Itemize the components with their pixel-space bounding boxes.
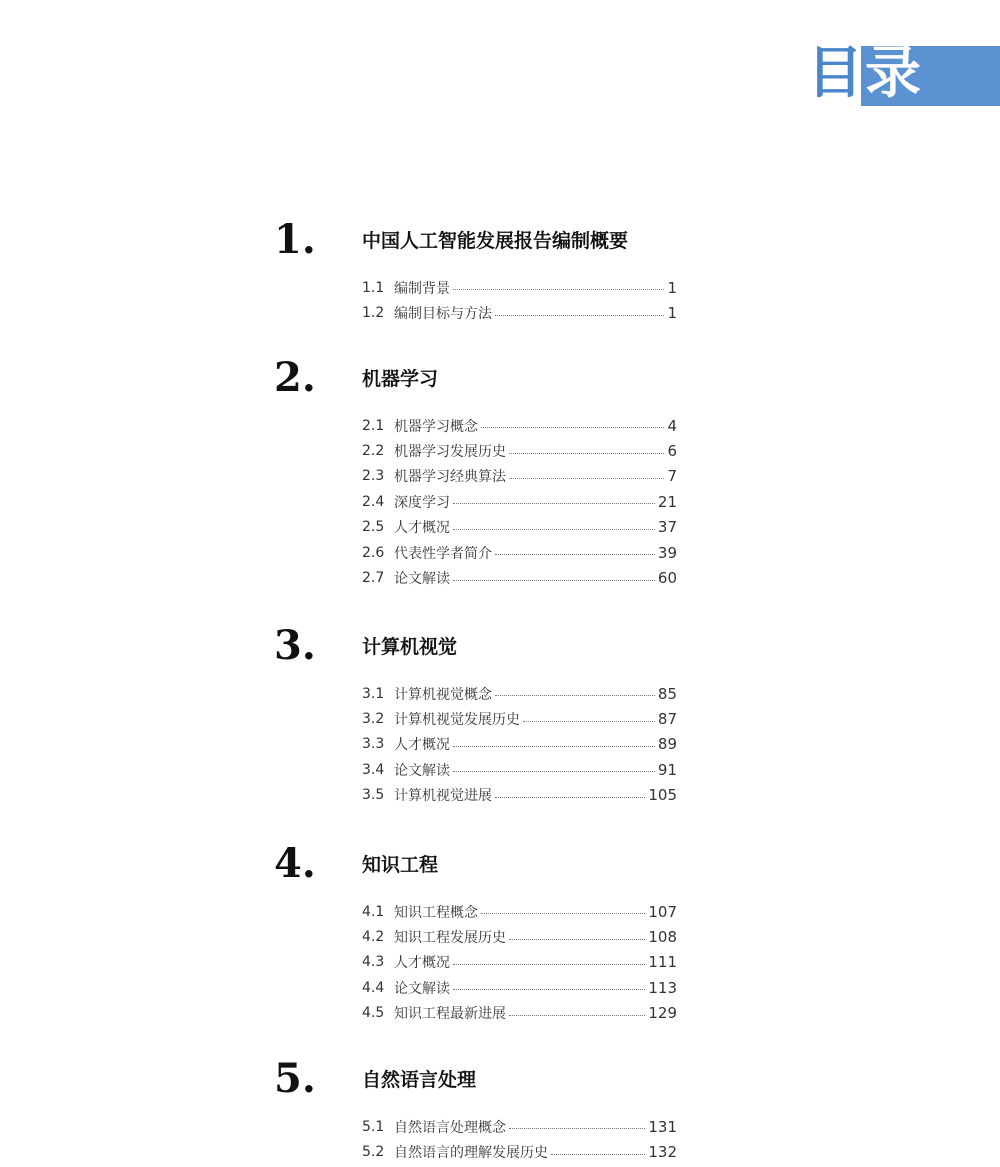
chapter-entry-list <box>362 899 677 1026</box>
toc-entry[interactable] <box>362 413 677 438</box>
dot-leader <box>551 1154 645 1155</box>
entry-number: 4.4 <box>362 979 385 996</box>
entry-page-number: 87 <box>657 710 677 729</box>
entry-number: 2.4 <box>362 493 385 510</box>
dot-leader <box>495 554 655 555</box>
dot-leader <box>453 964 645 965</box>
toc-entry[interactable] <box>362 300 677 325</box>
entry-label: 计算机视觉进展 <box>394 788 492 805</box>
dot-leader <box>453 529 655 530</box>
entry-label: 论文解读 <box>394 762 450 779</box>
toc-entry[interactable] <box>362 540 677 565</box>
entry-page-number: 113 <box>648 978 677 997</box>
toc-entry[interactable] <box>362 464 677 489</box>
entry-number: 4.1 <box>362 903 385 920</box>
entry-label: 计算机视觉发展历史 <box>394 712 520 729</box>
entry-label: 编制目标与方法 <box>394 306 492 323</box>
entry-page-number: 132 <box>648 1143 677 1162</box>
chapter-title[interactable]: 知识工程 <box>362 854 439 876</box>
entry-number: 3.2 <box>362 711 385 728</box>
chapter-number: 1. <box>274 216 316 263</box>
toc-entry[interactable] <box>362 565 677 590</box>
entry-label: 计算机视觉概念 <box>394 686 492 703</box>
chapter-number: 5. <box>274 1055 316 1102</box>
toc-header-banner <box>807 41 1000 106</box>
dot-leader <box>509 1015 645 1016</box>
dot-leader <box>495 315 664 316</box>
chapter-title[interactable]: 中国人工智能发展报告编制概要 <box>362 230 629 252</box>
entry-page-number: 4 <box>667 416 677 435</box>
dot-leader <box>509 1128 645 1129</box>
entry-label: 代表性学者简介 <box>394 545 492 562</box>
entry-number: 3.5 <box>362 787 385 804</box>
entry-number: 2.5 <box>362 519 385 536</box>
toc-entry[interactable] <box>362 732 677 757</box>
entry-label: 人才概况 <box>394 520 450 537</box>
entry-label: 深度学习 <box>394 494 450 511</box>
entry-label: 知识工程最新进展 <box>394 1006 506 1023</box>
entry-page-number: 85 <box>657 684 677 703</box>
dot-leader <box>453 746 655 747</box>
entry-page-number: 1 <box>667 278 677 297</box>
entry-label: 自然语言的理解发展历史 <box>394 1145 548 1162</box>
entry-number: 3.1 <box>362 685 385 702</box>
toc-title-part1: 目 <box>807 41 865 106</box>
entry-page-number: 105 <box>648 786 677 805</box>
entry-label: 论文解读 <box>394 980 450 997</box>
dot-leader <box>523 721 655 722</box>
toc-entry[interactable] <box>362 950 677 975</box>
entry-label: 人才概况 <box>394 737 450 754</box>
entry-page-number: 21 <box>657 492 677 511</box>
entry-page-number: 37 <box>657 518 677 537</box>
toc-entry[interactable] <box>362 899 677 924</box>
chapter-entry-list <box>362 1114 677 1165</box>
chapter-title[interactable]: 机器学习 <box>362 368 439 390</box>
entry-page-number: 6 <box>667 442 677 461</box>
dot-leader <box>495 797 645 798</box>
toc-entry[interactable] <box>362 757 677 782</box>
toc-entry[interactable] <box>362 515 677 540</box>
toc-entry[interactable] <box>362 706 677 731</box>
chapter-number: 4. <box>274 840 316 887</box>
toc-title-part2: 录 <box>865 41 923 106</box>
entry-page-number: 7 <box>667 467 677 486</box>
toc-entry[interactable] <box>362 681 677 706</box>
entry-label: 机器学习概念 <box>394 418 478 435</box>
entry-label: 知识工程发展历史 <box>394 930 506 947</box>
dot-leader <box>453 503 655 504</box>
entry-number: 4.2 <box>362 929 385 946</box>
dot-leader <box>509 939 645 940</box>
toc-entry[interactable] <box>362 1139 677 1164</box>
entry-page-number: 1 <box>667 304 677 323</box>
entry-number: 4.5 <box>362 1005 385 1022</box>
entry-number: 2.7 <box>362 570 385 587</box>
entry-label: 机器学习经典算法 <box>394 469 506 486</box>
entry-number: 1.1 <box>362 279 385 296</box>
chapter-number: 2. <box>274 354 316 401</box>
entry-number: 4.3 <box>362 954 385 971</box>
entry-label: 论文解读 <box>394 571 450 588</box>
entry-number: 5.2 <box>362 1144 385 1161</box>
entry-label: 自然语言处理概念 <box>394 1119 506 1136</box>
toc-entry[interactable] <box>362 275 677 300</box>
chapter-title[interactable]: 自然语言处理 <box>362 1069 477 1091</box>
toc-entry[interactable] <box>362 975 677 1000</box>
toc-entry[interactable] <box>362 1114 677 1139</box>
entry-page-number: 89 <box>657 735 677 754</box>
entry-label: 机器学习发展历史 <box>394 444 506 461</box>
chapter-title[interactable]: 计算机视觉 <box>362 636 458 658</box>
toc-entry[interactable] <box>362 489 677 514</box>
entry-page-number: 39 <box>657 543 677 562</box>
dot-leader <box>453 771 655 772</box>
toc-title <box>807 43 923 105</box>
toc-entry[interactable] <box>362 1001 677 1026</box>
entry-number: 3.4 <box>362 761 385 778</box>
entry-number: 1.2 <box>362 305 385 322</box>
chapter-entry-list <box>362 681 677 808</box>
entry-page-number: 60 <box>657 569 677 588</box>
entry-page-number: 107 <box>648 902 677 921</box>
chapter-entry-list <box>362 413 677 591</box>
dot-leader <box>481 427 664 428</box>
entry-number: 2.3 <box>362 468 385 485</box>
entry-page-number: 91 <box>657 760 677 779</box>
entry-number: 5.1 <box>362 1118 385 1135</box>
entry-page-number: 108 <box>648 928 677 947</box>
dot-leader <box>453 580 655 581</box>
entry-page-number: 131 <box>648 1117 677 1136</box>
chapter-entry-list <box>362 275 677 326</box>
toc-entry[interactable] <box>362 438 677 463</box>
entry-number: 2.1 <box>362 417 385 434</box>
dot-leader <box>509 478 664 479</box>
toc-entry[interactable] <box>362 783 677 808</box>
chapter-number: 3. <box>274 622 316 669</box>
dot-leader <box>453 989 645 990</box>
entry-page-number: 111 <box>648 953 677 972</box>
entry-page-number: 129 <box>648 1004 677 1023</box>
dot-leader <box>509 453 664 454</box>
entry-label: 人才概况 <box>394 955 450 972</box>
entry-number: 2.2 <box>362 443 385 460</box>
entry-label: 编制背景 <box>394 280 450 297</box>
entry-label: 知识工程概念 <box>394 904 478 921</box>
entry-number: 3.3 <box>362 736 385 753</box>
toc-entry[interactable] <box>362 924 677 949</box>
dot-leader <box>495 695 655 696</box>
dot-leader <box>453 289 664 290</box>
entry-number: 2.6 <box>362 544 385 561</box>
dot-leader <box>481 913 645 914</box>
